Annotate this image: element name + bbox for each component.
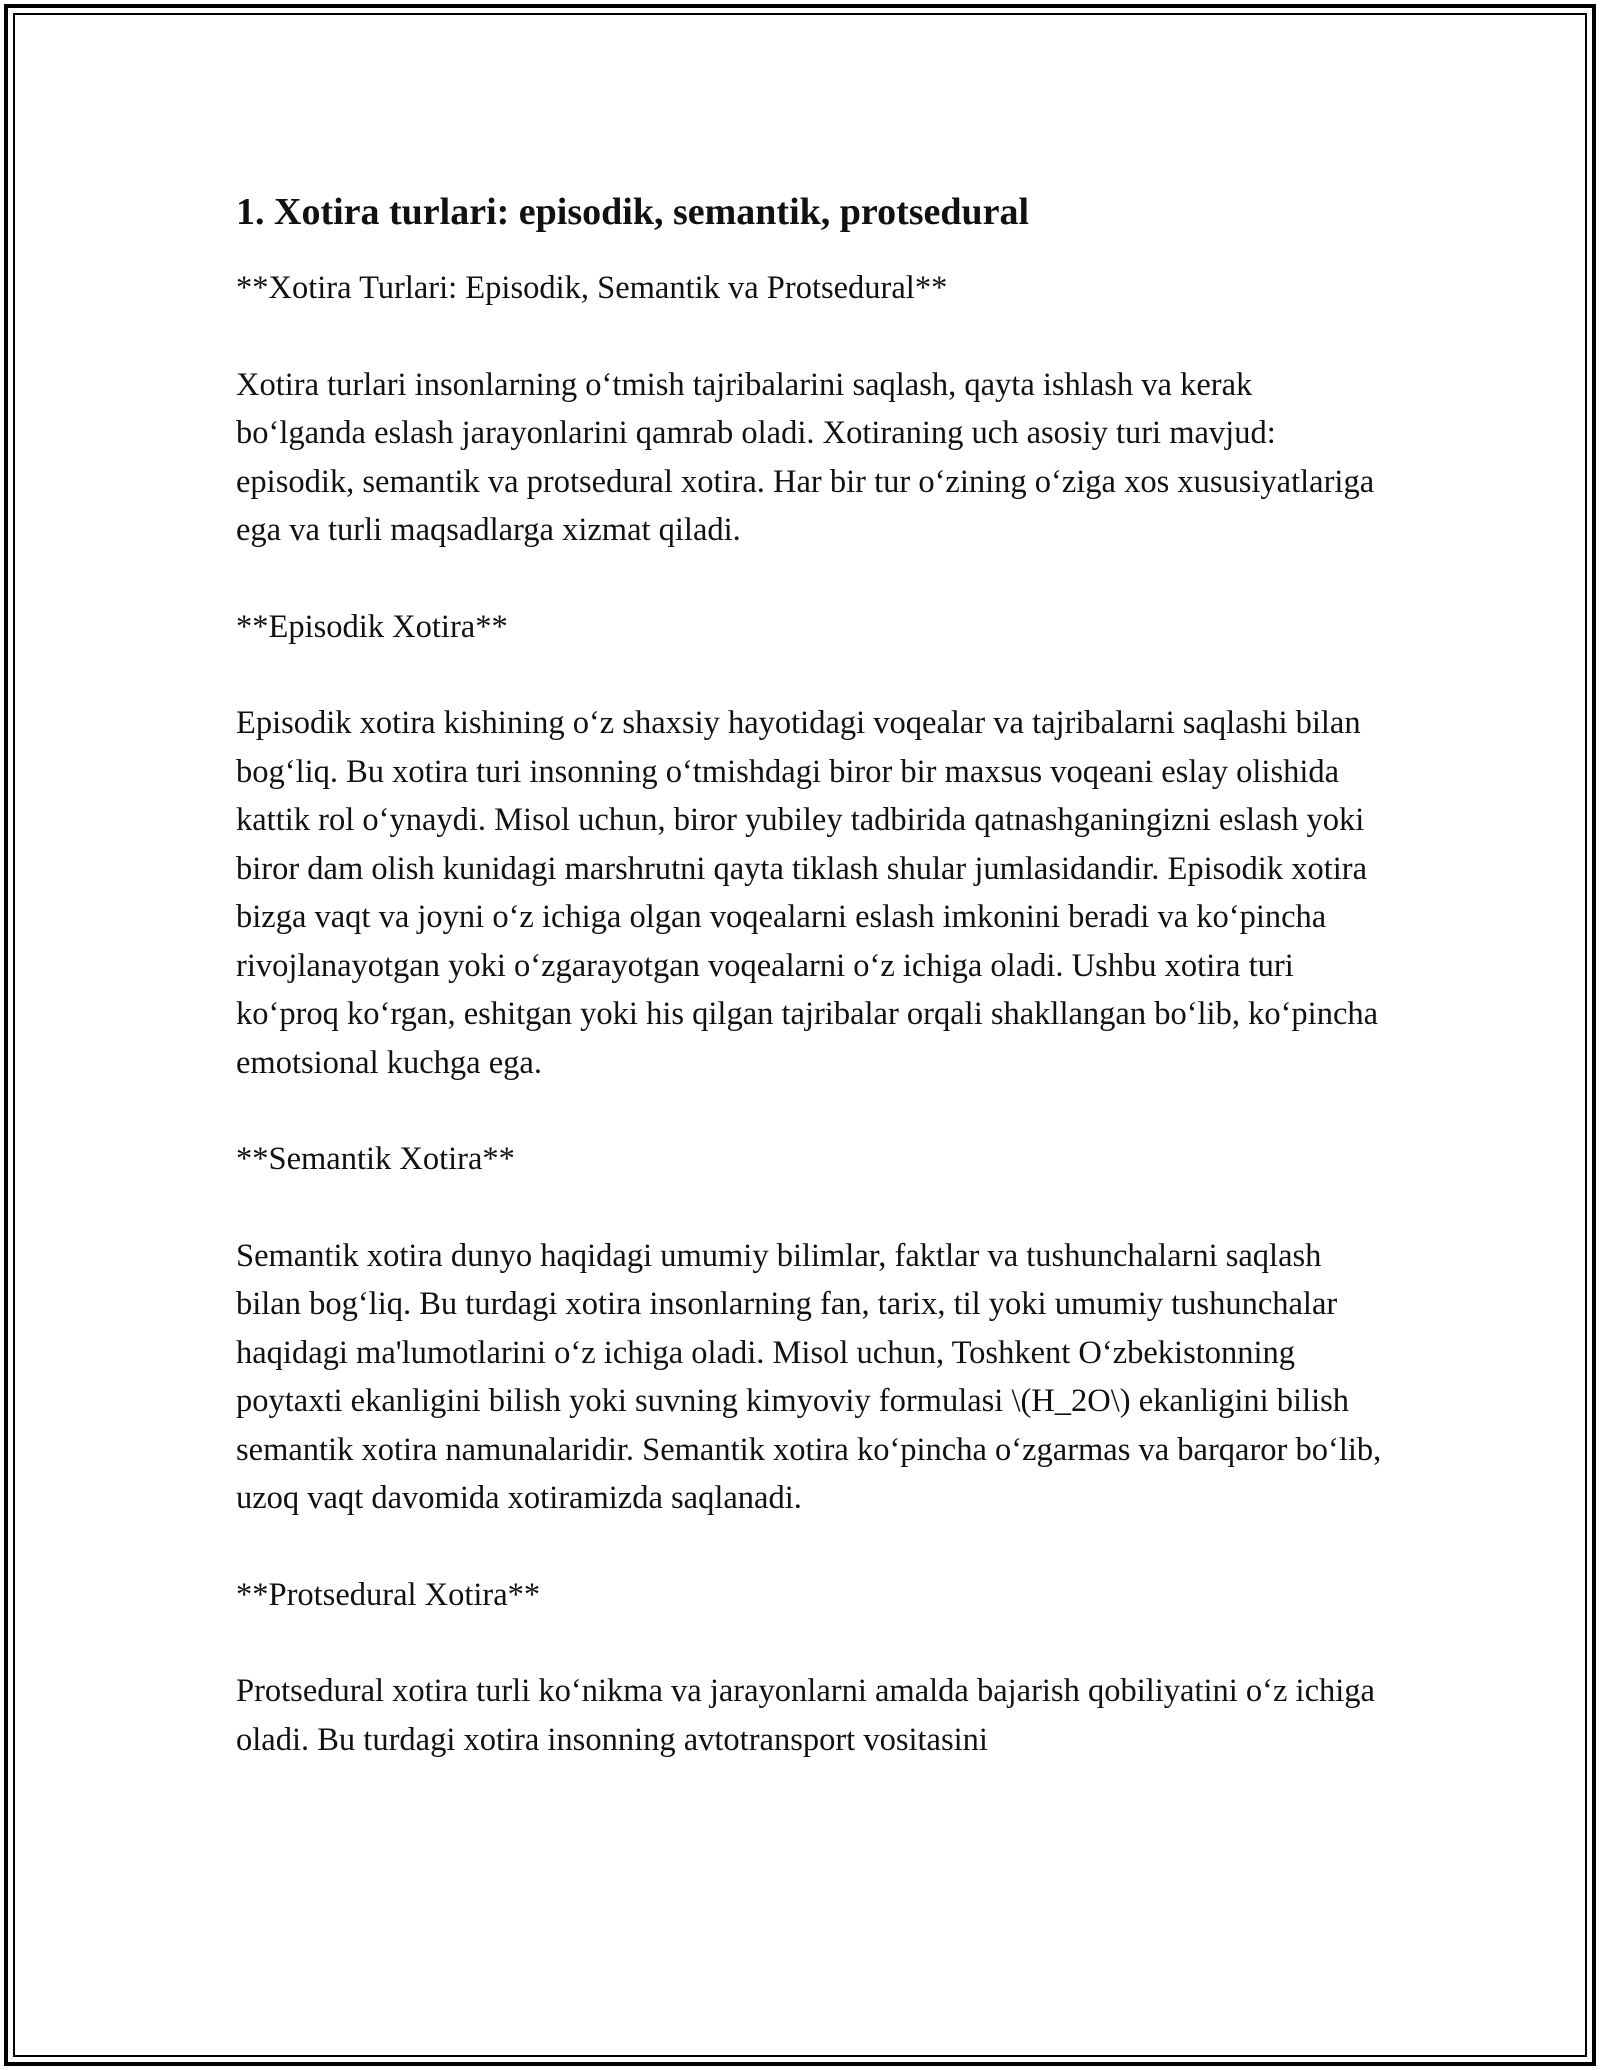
document-title: 1. Xotira turlari: episodik, semantik, protsedural	[236, 191, 1030, 233]
document-body	[236, 186, 1386, 1812]
procedural-paragraph: Protsedural xotira turli ko‘nikma va jarayonlarni amalda bajarish qobiliyatini o‘z ichiga oladi. Bu turdagi xotira insonning avtotransport vositasini	[236, 1673, 1375, 1758]
procedural-heading: **Protsedural Xotira**	[236, 1576, 541, 1613]
semantic-heading: **Semantik Xotira**	[236, 1141, 515, 1177]
episodic-heading: **Episodik Xotira**	[236, 608, 508, 645]
section-subtitle: **Xotira Turlari: Episodik, Semantik va Protsedural**	[236, 270, 948, 306]
semantic-paragraph: Semantik xotira dunyo haqidagi umumiy bilimlar, faktlar va tushunchalarni saqlash bilan bog‘liq. Bu turdagi xotira insonlarning fan, tarix, til yoki umumiy tushunchalar haqidagi ma'lumotlarini o‘z ichiga oladi. Misol uchun, Toshkent O‘zbekistonning poytaxti ekanligini bilish yoki suvning kimyoviy formulasi \(H_2O\) ekanligini bilish semantik xotira namunalaridir. Semantik xotira ko‘pincha o‘zgarmas va barqaror bo‘lib, uzoq vaqt davomida xotiramizda saqlanadi.	[236, 1237, 1382, 1516]
intro-paragraph: Xotira turlari insonlarning o‘tmish tajribalarini saqlash, qayta ishlash va kerak bo‘lganda eslash jarayonlarini qamrab oladi. Xotiraning uch asosiy turi mavjud: episodik, semantik va protsedural xotira. Har bir tur o‘zining o‘ziga xos xususiyatlariga ega va turli maqsadlarga xizmat qiladi.	[236, 366, 1375, 548]
episodic-paragraph: Episodik xotira kishining o‘z shaxsiy hayotidagi voqealar va tajribalarni saqlashi bilan bog‘liq. Bu xotira turi insonning o‘tmishdagi biror bir maxsus voqeani eslay olishida kattik rol o‘ynaydi. Misol uchun, biror yubiley tadbirida qatnashganingizni eslash yoki biror dam olish kunidagi marshrutni qayta tiklash shular jumlasidandir. Episodik xotira bizga vaqt va joyni o‘z ichiga olgan voqealarni eslash imkonini beradi va ko‘pincha rivojlanayotgan yoki o‘zgarayotgan voqealarni o‘z ichiga oladi. Ushbu xotira turi ko‘proq ko‘rgan, eshitgan yoki his qilgan tajribalar orqali shakllangan bo‘lib, ko‘pincha emotsional kuchga ega.	[236, 705, 1379, 1081]
